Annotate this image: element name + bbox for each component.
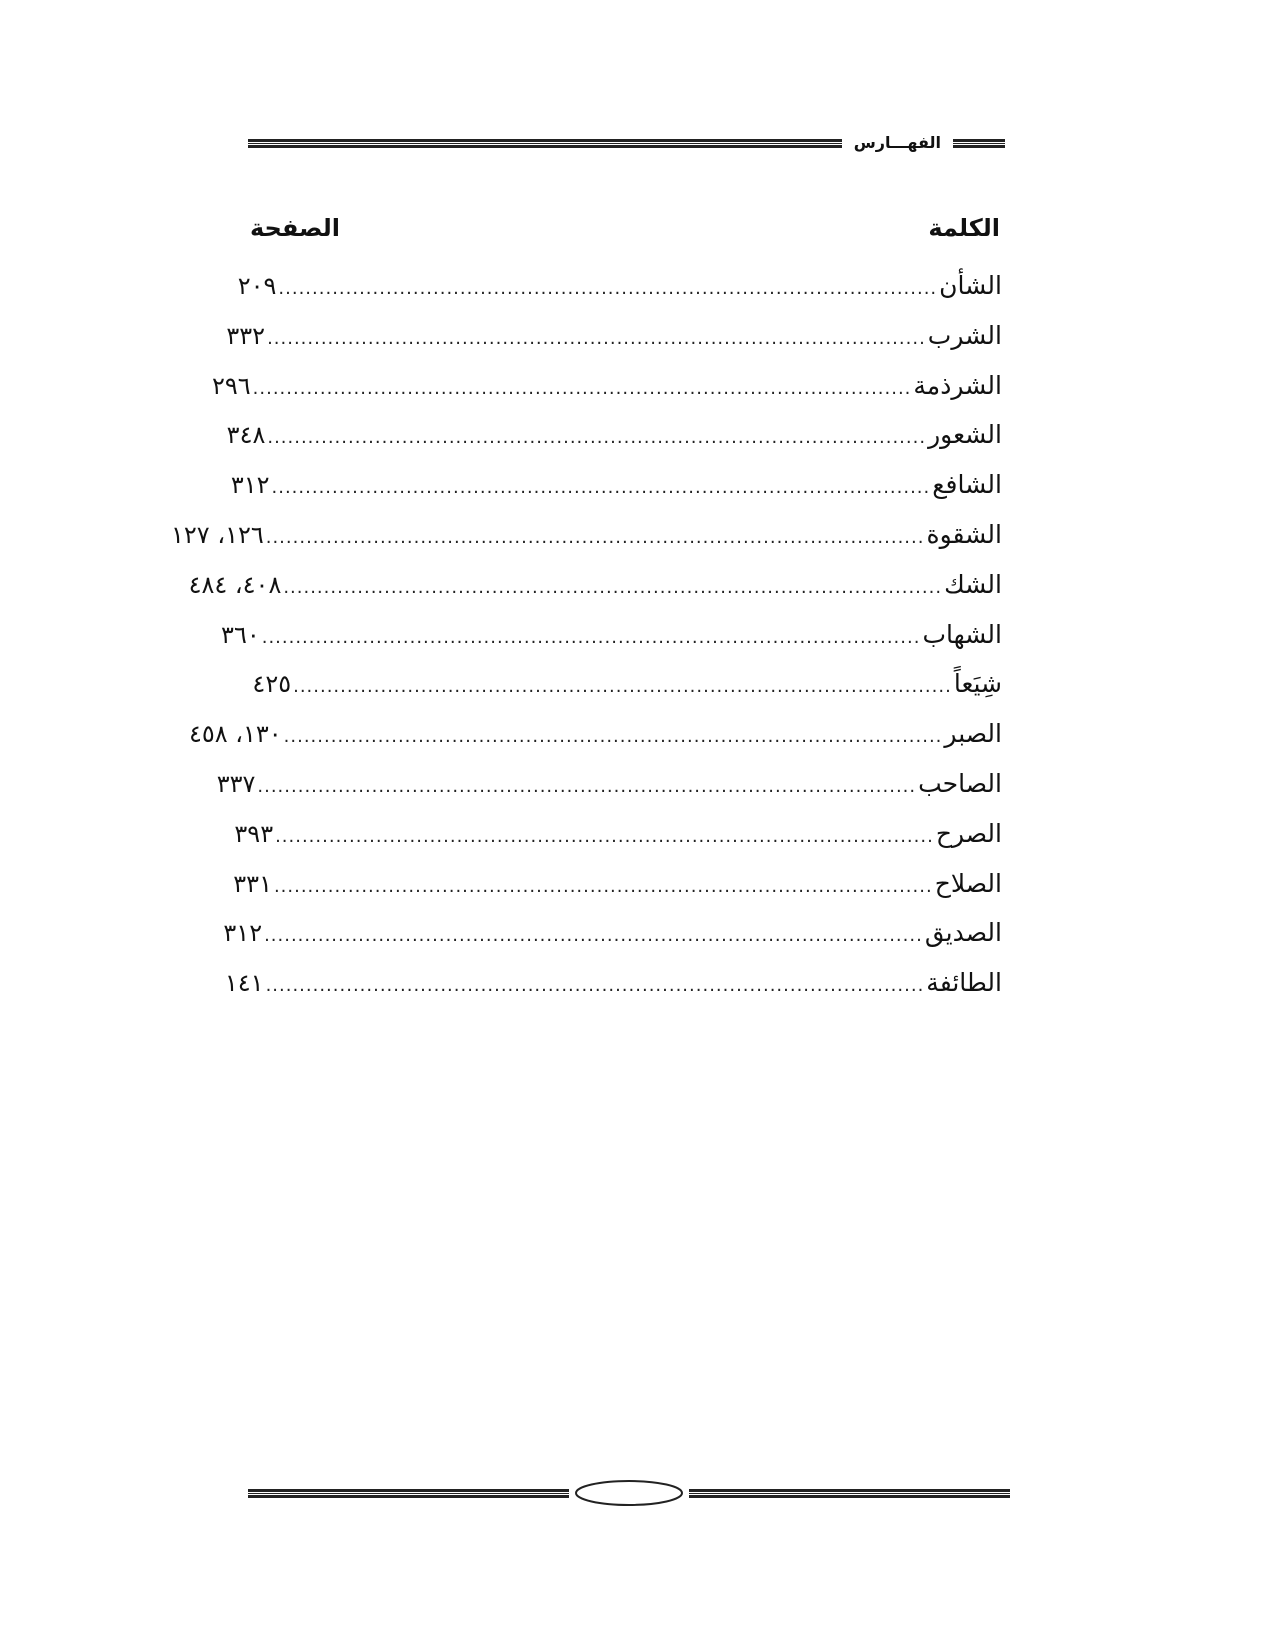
dot-leader: .................................................................................................. — [273, 875, 933, 897]
index-entry — [252, 664, 1002, 714]
header-rule-left — [248, 139, 842, 148]
index-entry — [234, 814, 1002, 864]
dot-leader: .................................................................................................. — [252, 377, 912, 399]
dot-leader: .................................................................................................. — [265, 526, 925, 548]
entry-pages: ٤٠٨، ٤٨٤ — [188, 570, 282, 599]
footer-rule-right — [689, 1489, 1010, 1498]
index-entry — [221, 615, 1002, 665]
entry-pages: ٣٦٠ — [221, 620, 260, 649]
entry-pages: ٣٣١ — [233, 869, 272, 898]
index-entry — [216, 764, 1002, 814]
entry-pages: ١٢٦، ١٢٧ — [171, 520, 264, 549]
index-entry — [223, 913, 1002, 963]
page-footer — [248, 1473, 1010, 1513]
dot-leader: .................................................................................................. — [267, 327, 926, 349]
dot-leader: .................................................................................................. — [271, 477, 931, 499]
index-entry — [188, 714, 1002, 764]
index-entry — [171, 515, 1002, 565]
dot-leader: .................................................................................................. — [261, 626, 921, 648]
entry-word: الشعور — [928, 420, 1002, 450]
dot-leader: .................................................................................................. — [278, 278, 938, 299]
entry-pages: ٣٣٧ — [216, 769, 256, 798]
entry-word: الشك — [944, 569, 1002, 599]
entry-word: شِيَعاً — [953, 669, 1002, 699]
header-title: الفهـــارس — [853, 133, 941, 152]
entry-pages: ٢٠٩ — [237, 272, 277, 300]
dot-leader: .................................................................................................. — [283, 726, 943, 748]
entry-word: الطائفة — [926, 968, 1002, 998]
index-entry — [230, 465, 1002, 515]
index-entry — [224, 963, 1002, 1013]
entry-word: الشافع — [932, 470, 1002, 500]
entry-pages: ١٤١ — [224, 969, 264, 998]
footer-rule-left — [248, 1489, 569, 1498]
dot-leader: .................................................................................................. — [257, 775, 917, 797]
dot-leader: .................................................................................................. — [264, 925, 923, 947]
dot-leader: .................................................................................................. — [283, 576, 943, 598]
entry-word: الصرح — [935, 818, 1002, 848]
entry-pages: ٣٤٨ — [226, 421, 266, 450]
index-entry — [188, 565, 1002, 615]
dot-leader: .................................................................................................. — [265, 975, 925, 997]
running-header — [248, 130, 1005, 156]
index-entry — [226, 316, 1002, 366]
page-number-oval-icon — [573, 1478, 685, 1508]
entry-word: الصديق — [924, 918, 1002, 948]
entry-pages: ٣١٢ — [223, 919, 263, 948]
entry-pages: ٣١٢ — [230, 471, 270, 500]
column-heading-page: الصفحة — [250, 214, 341, 242]
entry-word: الصبر — [944, 719, 1002, 749]
entry-pages: ٤٢٥ — [252, 670, 292, 699]
entry-word: الصاحب — [918, 768, 1002, 798]
entry-pages: ٣٣٢ — [226, 321, 266, 350]
entry-word: الشرب — [927, 320, 1002, 350]
entry-word: الصلاح — [934, 868, 1002, 898]
entry-pages: ٣٩٣ — [234, 819, 274, 848]
index-list — [171, 266, 1002, 1013]
entry-word: الشقوة — [926, 519, 1002, 549]
entry-pages: ١٣٠، ٤٥٨ — [188, 720, 282, 749]
index-entry — [233, 864, 1002, 914]
index-entry — [212, 366, 1002, 416]
index-entry — [226, 415, 1002, 465]
index-entry — [237, 266, 1002, 316]
entry-pages: ٢٩٦ — [212, 371, 251, 400]
entry-word: الشأن — [939, 271, 1002, 300]
header-rule-right — [953, 139, 1005, 148]
column-heading-word: الكلمة — [928, 214, 1000, 242]
entry-word: الشهاب — [922, 619, 1002, 649]
dot-leader: .................................................................................................. — [275, 825, 934, 847]
dot-leader: .................................................................................................. — [267, 427, 927, 449]
dot-leader: .................................................................................................. — [293, 676, 952, 698]
entry-word: الشرذمة — [913, 370, 1002, 400]
